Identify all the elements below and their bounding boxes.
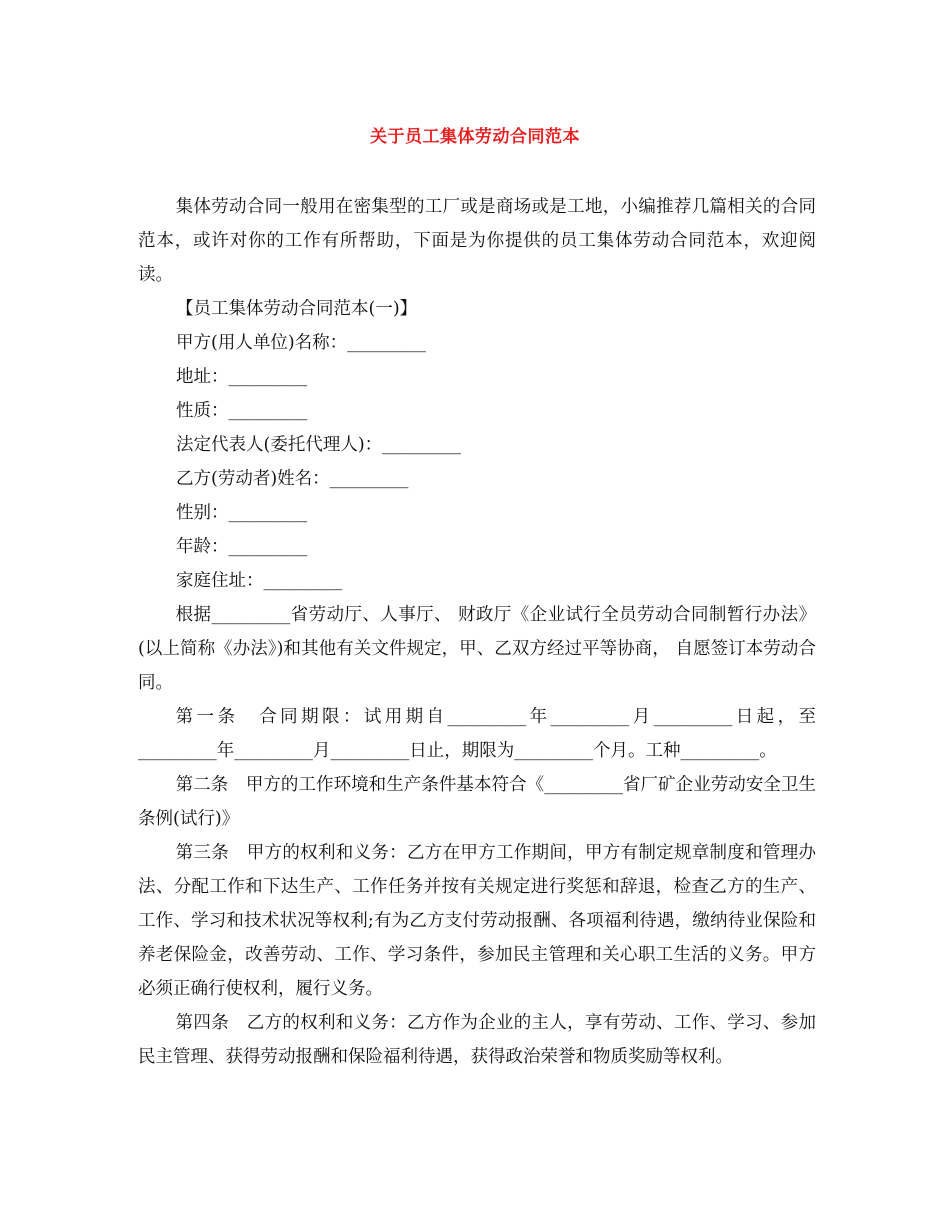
article-1-paragraph: 第一条 合同期限：试用期自_________年_________月_________日起，至_________年_________月_________日止，期限为_________个月。工种_________。 — [138, 707, 816, 761]
article-3-paragraph: 第三条 甲方的权利和义务：乙方在甲方工作期间，甲方有制定规章制度和管理办法、分配工作和下达生产、工作任务并按有关规定进行奖惩和辞退，检查乙方的生产、工作、学习和技术状况等权利;有为乙方支付劳动报酬、各项福利待遇，缴纳待业保险和养老保险金，改善劳动、工作、学习条件，参加民主管理和关心职工生活的义务。甲方必须正确行使权利，履行义务。 — [138, 843, 816, 999]
intro-paragraph: 集体劳动合同一般用在密集型的工厂或是商场或是工地，小编推荐几篇相关的合同范本，或许对你的工作有所帮助，下面是为你提供的员工集体劳动合同范本，欢迎阅读。 — [138, 197, 816, 285]
home-address-field: 家庭住址：_________ — [176, 571, 343, 591]
section-heading: 【员工集体劳动合同范本(一)】 — [176, 299, 418, 319]
legal-representative-field: 法定代表人(委托代理人)：_________ — [176, 435, 461, 455]
nature-field: 性质：_________ — [176, 401, 308, 421]
document-title: 关于员工集体劳动合同范本 — [370, 127, 580, 147]
article-4-paragraph: 第四条 乙方的权利和义务：乙方作为企业的主人，享有劳动、工作、学习、参加民主管理、获得劳动报酬和保险福利待遇，获得政治荣誉和物质奖励等权利。 — [138, 1013, 816, 1067]
gender-field: 性别：_________ — [176, 503, 308, 523]
document-body — [138, 190, 816, 1074]
address-field: 地址：_________ — [176, 367, 308, 387]
party-b-name-field: 乙方(劳动者)姓名：_________ — [176, 469, 409, 489]
age-field: 年龄：_________ — [176, 537, 308, 557]
article-2-paragraph: 第二条 甲方的工作环境和生产条件基本符合《_________省厂矿企业劳动安全卫生条例(试行)》 — [138, 775, 816, 829]
party-a-name-field: 甲方(用人单位)名称：_________ — [176, 333, 426, 353]
basis-paragraph: 根据_________省劳动厅、人事厅、 财政厅《企业试行全员劳动合同制暂行办法》(以上简称《办法》)和其他有关文件规定，甲、乙双方经过平等协商， 自愿签订本劳动合同。 — [138, 605, 816, 693]
